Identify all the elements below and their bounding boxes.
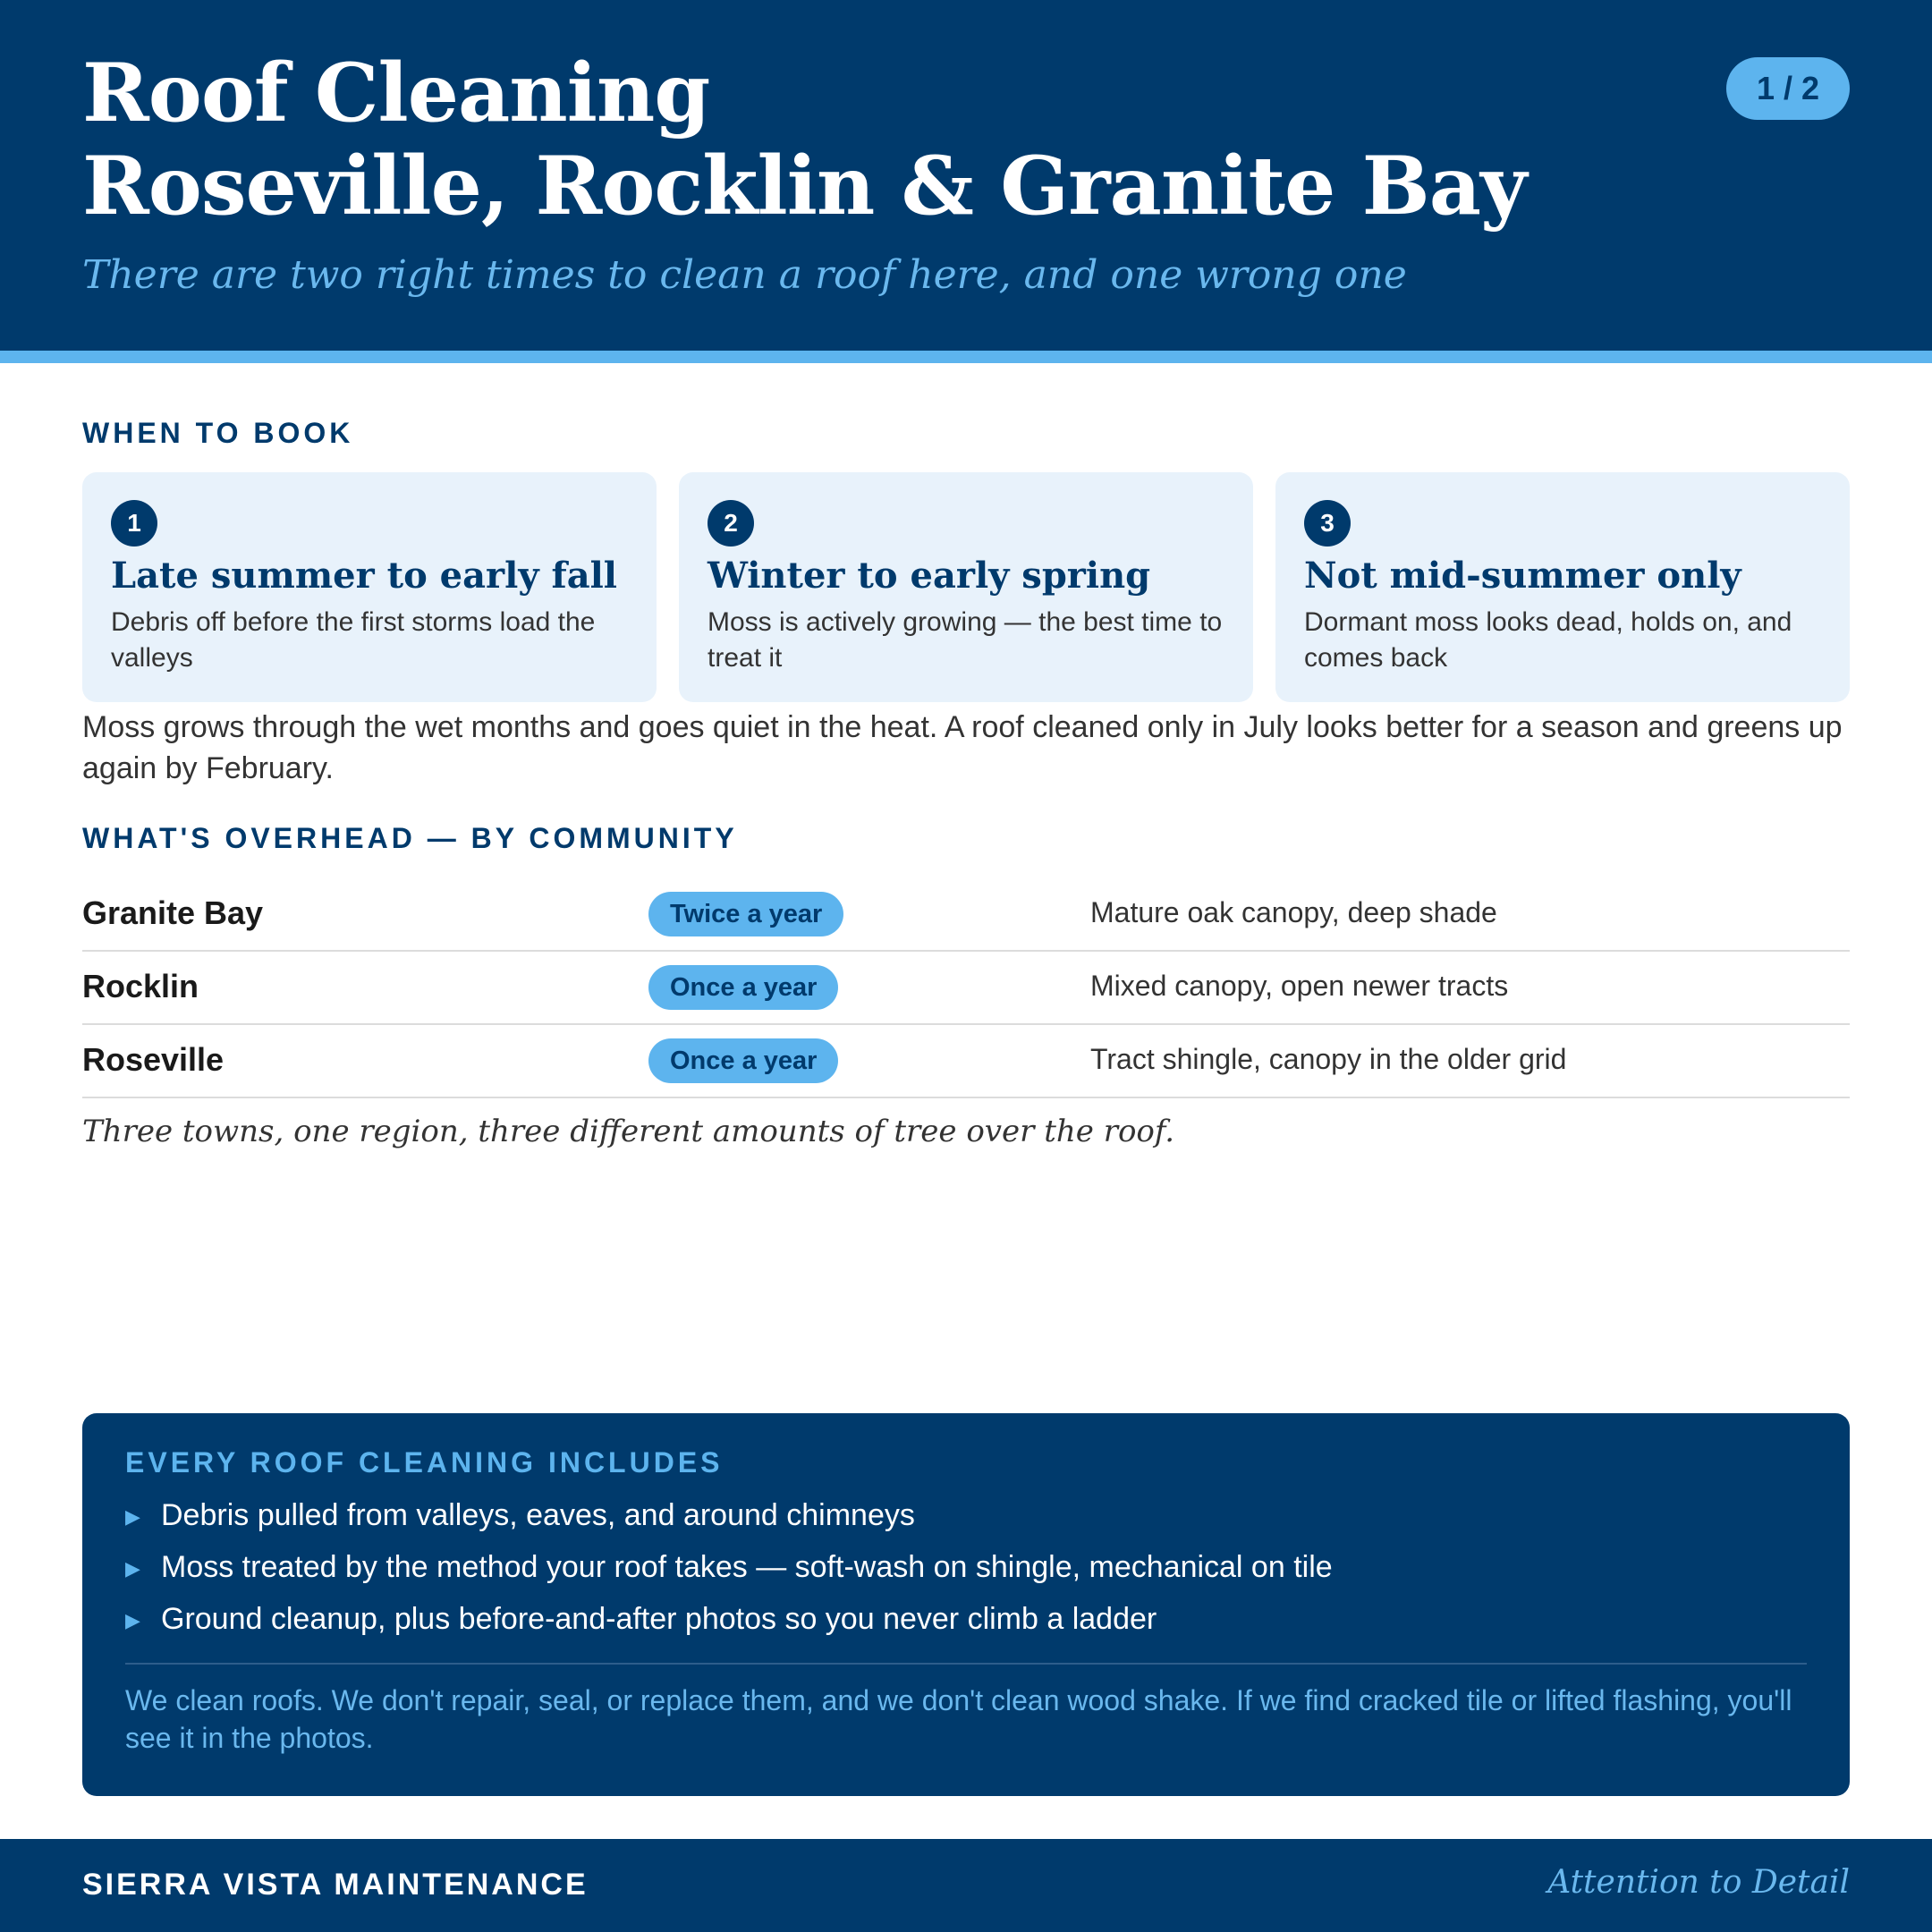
include-list-item (125, 1550, 1333, 1585)
community-row-granite-bay (82, 878, 1850, 952)
include-item-text: Moss treated by the method your roof takes — soft-wash on shingle, mechanical on tile (161, 1550, 1333, 1584)
frequency-pill: Twice a year (648, 892, 843, 936)
community-name: Granite Bay (82, 894, 264, 931)
timing-card-1 (82, 472, 657, 702)
triangle-bullet-icon: ▶ (125, 1505, 140, 1529)
community-description: Tract shingle, canopy in the older grid (1090, 1043, 1567, 1075)
footer-bar (0, 1839, 1932, 1932)
includes-panel (82, 1413, 1850, 1796)
community-note: Three towns, one region, three different amounts of tree over the roof. (82, 1114, 1175, 1149)
when-to-book-heading: WHEN TO BOOK (82, 417, 354, 449)
title-line-2: Roseville, Rocklin & Granite Bay (82, 139, 1527, 233)
page-indicator-badge: 1 / 2 (1726, 57, 1850, 120)
community-row-roseville (82, 1025, 1850, 1098)
community-name: Rocklin (82, 968, 199, 1004)
community-name: Roseville (82, 1041, 225, 1078)
include-item-text: Ground cleanup, plus before-and-after photos so you never climb a ladder (161, 1602, 1157, 1636)
card-title: Winter to early spring (708, 555, 1151, 597)
frequency-pill: Once a year (648, 965, 838, 1010)
moss-explanation-paragraph: Moss grows through the wet months and goes quiet in the heat. A roof cleaned only in July looks better for a season and greens up again by February. (82, 710, 1843, 785)
header-banner (0, 0, 1932, 351)
company-tagline: Attention to Detail (1547, 1864, 1850, 1901)
includes-divider (125, 1663, 1807, 1665)
include-item-text: Debris pulled from valleys, eaves, and around chimneys (161, 1498, 915, 1532)
step-number-badge: 2 (708, 500, 754, 547)
frequency-pill: Once a year (648, 1038, 838, 1083)
card-description: Dormant moss looks dead, holds on, and comes back (1304, 607, 1792, 673)
includes-heading: EVERY ROOF CLEANING INCLUDES (125, 1446, 724, 1479)
community-row-rocklin (82, 952, 1850, 1025)
include-list-item (125, 1498, 915, 1533)
community-description: Mixed canopy, open newer tracts (1090, 970, 1509, 1002)
timing-card-2 (679, 472, 1253, 702)
card-title: Late summer to early fall (111, 555, 617, 597)
card-description: Moss is actively growing — the best time to treat it (708, 607, 1223, 673)
step-number-badge: 3 (1304, 500, 1351, 547)
company-name: SIERRA VISTA MAINTENANCE (82, 1868, 589, 1902)
page-title (82, 47, 1526, 233)
triangle-bullet-icon: ▶ (125, 1609, 140, 1632)
title-line-1: Roof Cleaning (82, 46, 710, 140)
triangle-bullet-icon: ▶ (125, 1557, 140, 1580)
page-subtitle: There are two right times to clean a roof here, and one wrong one (82, 252, 1407, 298)
service-disclaimer: We clean roofs. We don't repair, seal, or replace them, and we don't clean wood shake. If we find cracked tile or lifted flashing, you'll see it in the photos. (125, 1684, 1792, 1754)
community-heading: WHAT'S OVERHEAD — BY COMMUNITY (82, 822, 738, 854)
card-title: Not mid-summer only (1304, 555, 1741, 597)
timing-card-3 (1275, 472, 1850, 702)
include-list-item (125, 1602, 1157, 1637)
header-accent-stripe (0, 351, 1932, 363)
card-description: Debris off before the first storms load the valleys (111, 607, 596, 673)
community-description: Mature oak canopy, deep shade (1090, 896, 1497, 928)
step-number-badge: 1 (111, 500, 157, 547)
